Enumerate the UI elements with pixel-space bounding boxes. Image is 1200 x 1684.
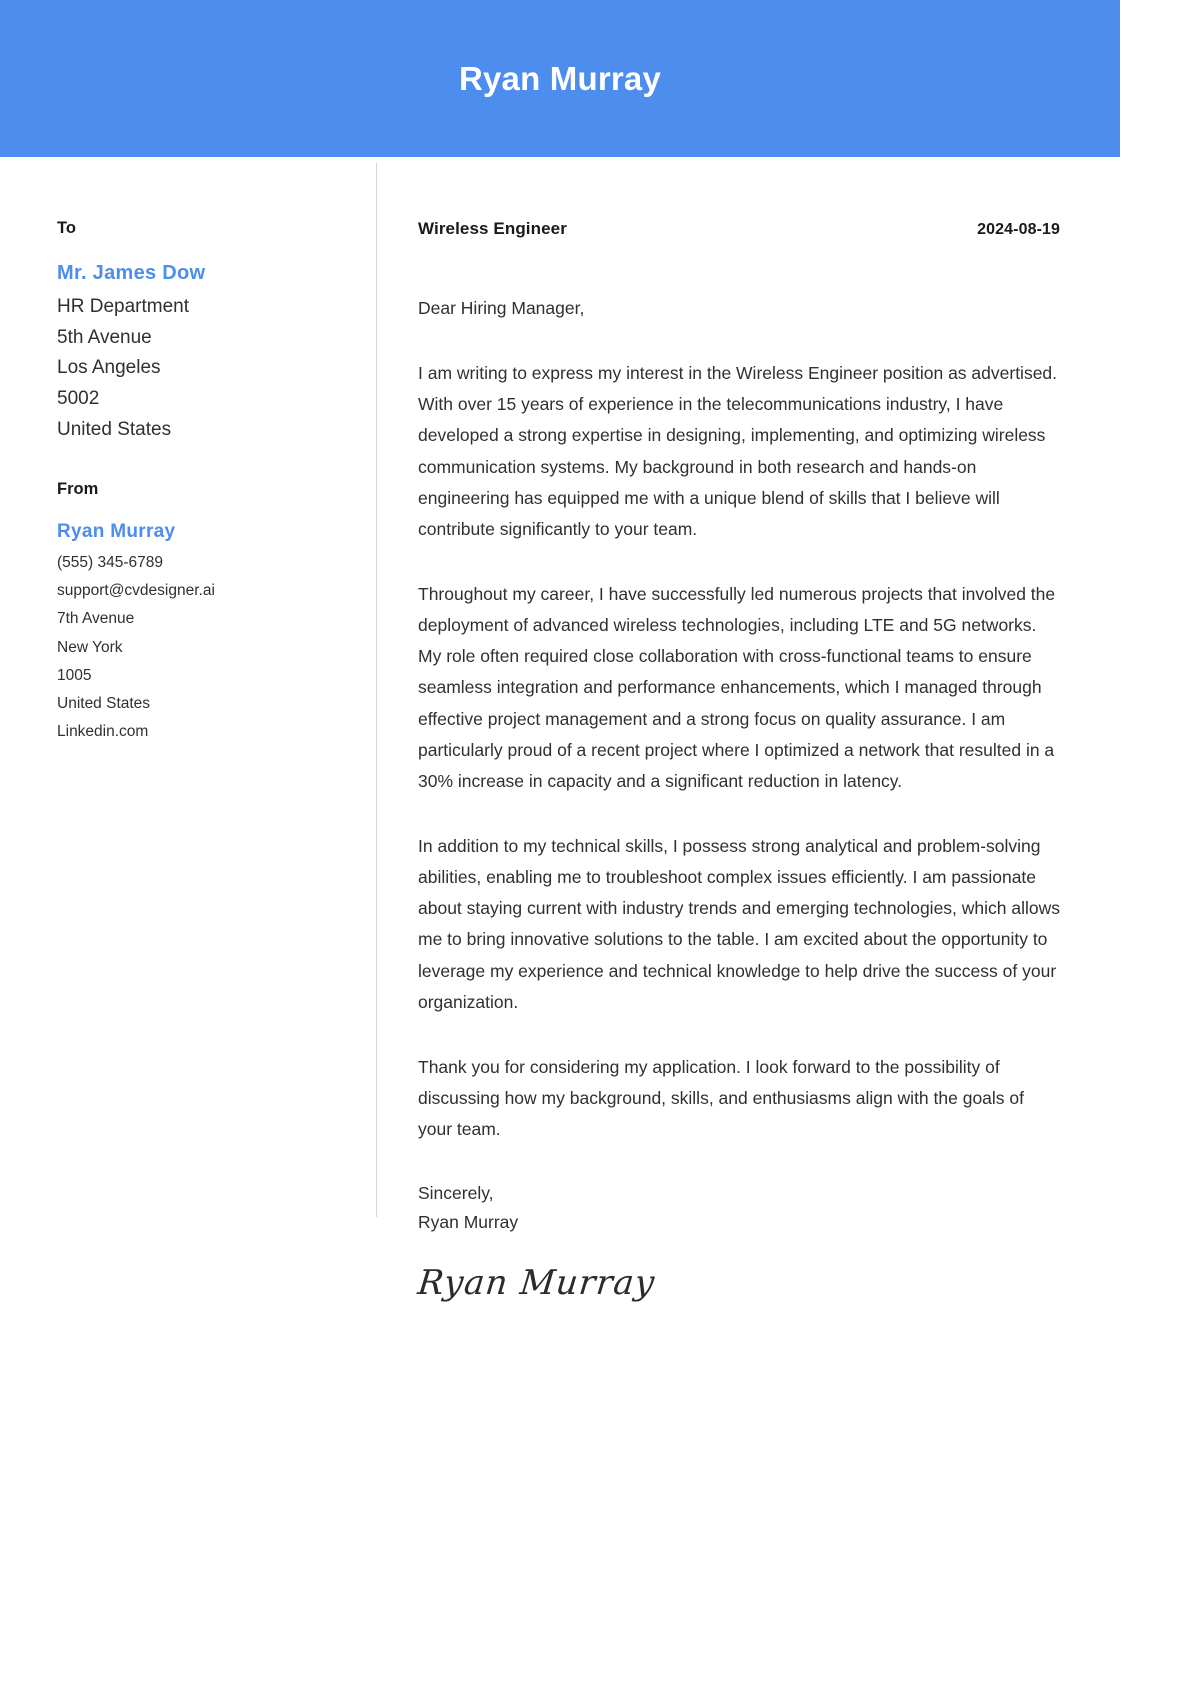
letter-date: 2024-08-19 [977, 221, 1060, 238]
signature: Ryan Murray [415, 1262, 658, 1303]
recipient-line: United States [57, 418, 172, 440]
sender-line: 1005 [57, 666, 92, 684]
closing-name: Ryan Murray [418, 1212, 519, 1233]
sender-line: 7th Avenue [57, 610, 135, 628]
recipient-line: HR Department [57, 295, 189, 317]
recipient-name: Mr. James Dow [57, 261, 206, 284]
sidebar [0, 157, 376, 1447]
recipient-block [57, 219, 346, 446]
recipient-line: 5th Avenue [57, 326, 152, 348]
to-label: To [57, 219, 76, 237]
header-banner [0, 0, 1120, 157]
sender-name: Ryan Murray [57, 521, 176, 543]
sender-line: United States [57, 694, 151, 712]
letter-paragraph: Throughout my career, I have successfully led numerous projects that involved the deployment of advanced wireless technologies, including LTE and 5G networks. My role often required close collaboration with cross-functional teams to ensure seamless integration and performance enhancements, which I managed through effective project management and a strong focus on quality assurance. I am particularly proud of a recent project where I optimized a network that resulted in a 30% increase in capacity and a significant reduction in latency. [418, 583, 1056, 791]
closing-block [418, 1179, 1060, 1237]
job-title: Wireless Engineer [418, 219, 567, 238]
sender-email: support@cvdesigner.ai [57, 582, 215, 600]
sender-website: Linkedin.com [57, 723, 149, 741]
recipient-line: Los Angeles [57, 357, 161, 379]
sender-line: New York [57, 638, 123, 656]
document-body [0, 157, 1200, 1447]
letter-header [418, 219, 1060, 239]
recipient-line: 5002 [57, 388, 100, 410]
letter-paragraph: Thank you for considering my application. I look forward to the possibility of discussing how my background, skills, and enthusiasms align with the goals of your team. [418, 1056, 1025, 1140]
letter-paragraph: I am writing to express my interest in the Wireless Engineer position as advertised. With over 15 years of experience in the telecommunications industry, I have developed a strong expertise in designing, implementing, and optimizing wireless communication systems. My background in both research and hands-on engineering has equipped me with a unique blend of skills that I believe will contribute significantly to your team. [418, 363, 1058, 539]
salutation: Dear Hiring Manager, [418, 298, 585, 318]
from-label: From [57, 479, 99, 498]
sender-block [57, 480, 346, 747]
letter-content [377, 157, 1200, 1447]
page-title: Ryan Murray [458, 60, 662, 97]
sender-phone: (555) 345-6789 [57, 553, 163, 571]
letter-paragraph: In addition to my technical skills, I possess strong analytical and problem-solving abilities, enabling me to troubleshoot complex issues efficiently. I am passionate about staying current with industry trends and emerging technologies, which allows me to bring innovative solutions to the table. I am excited about the opportunity to leverage my experience and technical knowledge to help drive the success of your organization. [418, 835, 1061, 1012]
closing-word: Sincerely, [418, 1183, 494, 1204]
